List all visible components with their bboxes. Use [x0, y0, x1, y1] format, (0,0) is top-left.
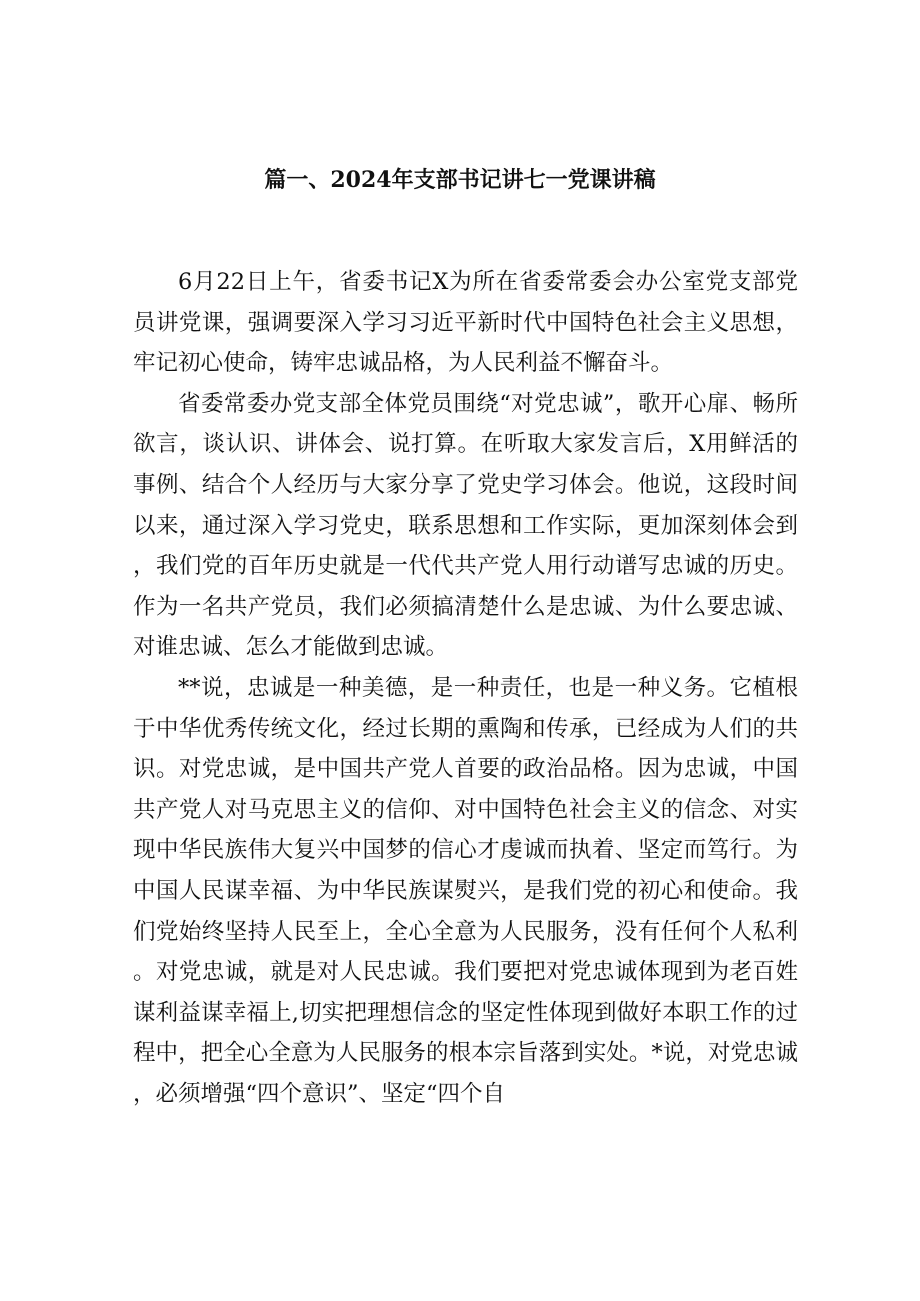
document-body: [133, 262, 798, 1114]
document-title: 篇一、2024年支部书记讲七一党课讲稿: [264, 167, 656, 193]
paragraph-2: 省委常委办党支部全体党员围绕“对党忠诚”，歌开心扉、畅所欲言，谈认识、讲体会、说打算。在听取大家发言后，X用鲜活的事例、结合个人经历与大家分享了党史学习体会。他说，这段时间以来，通过深入学习党史，联系思想和工作实际，更加深刻体会到，我们党的百年历史就是一代代共产党人用行动谱写忠诚的历史。作为一名共产党员，我们必须搞清楚什么是忠诚、为什么要忠诚、对谁忠诚、怎么才能做到忠诚。: [133, 390, 798, 661]
paragraph-1: 6月22日上午，省委书记X为所在省委常委会办公室党支部党员讲党课，强调要深入学习习近平新时代中国特色社会主义思想，牢记初心使命，铸牢忠诚品格，为人民利益不懈奋斗。: [133, 269, 798, 377]
paragraph-3: **说，忠诚是一种美德，是一种责任，也是一种义务。它植根于中华优秀传统文化，经过长期的熏陶和传承，已经成为人们的共识。对党忠诚，是中国共产党人首要的政治品格。因为忠诚，中国共产党人对马克思主义的信仰、对中国特色社会主义的信念、对实现中华民族伟大复兴中国梦的信心才虔诚而执着、坚定而笃行。为中国人民谋幸福、为中华民族谋熨兴，是我们党的初心和使命。我们党始终坚持人民至上，全心全意为人民服务，没有任何个人私利。对党忠诚，就是对人民忠诚。我们要把对党忠诚体现到为老百姓谋利益谋幸福上,切实把理想信念的坚定性体现到做好本职工作的过程中，把全心全意为人民服务的根本宗旨落到实处。*说，对党忠诚，必须增强“四个意识”、坚定“四个自: [133, 674, 798, 1107]
